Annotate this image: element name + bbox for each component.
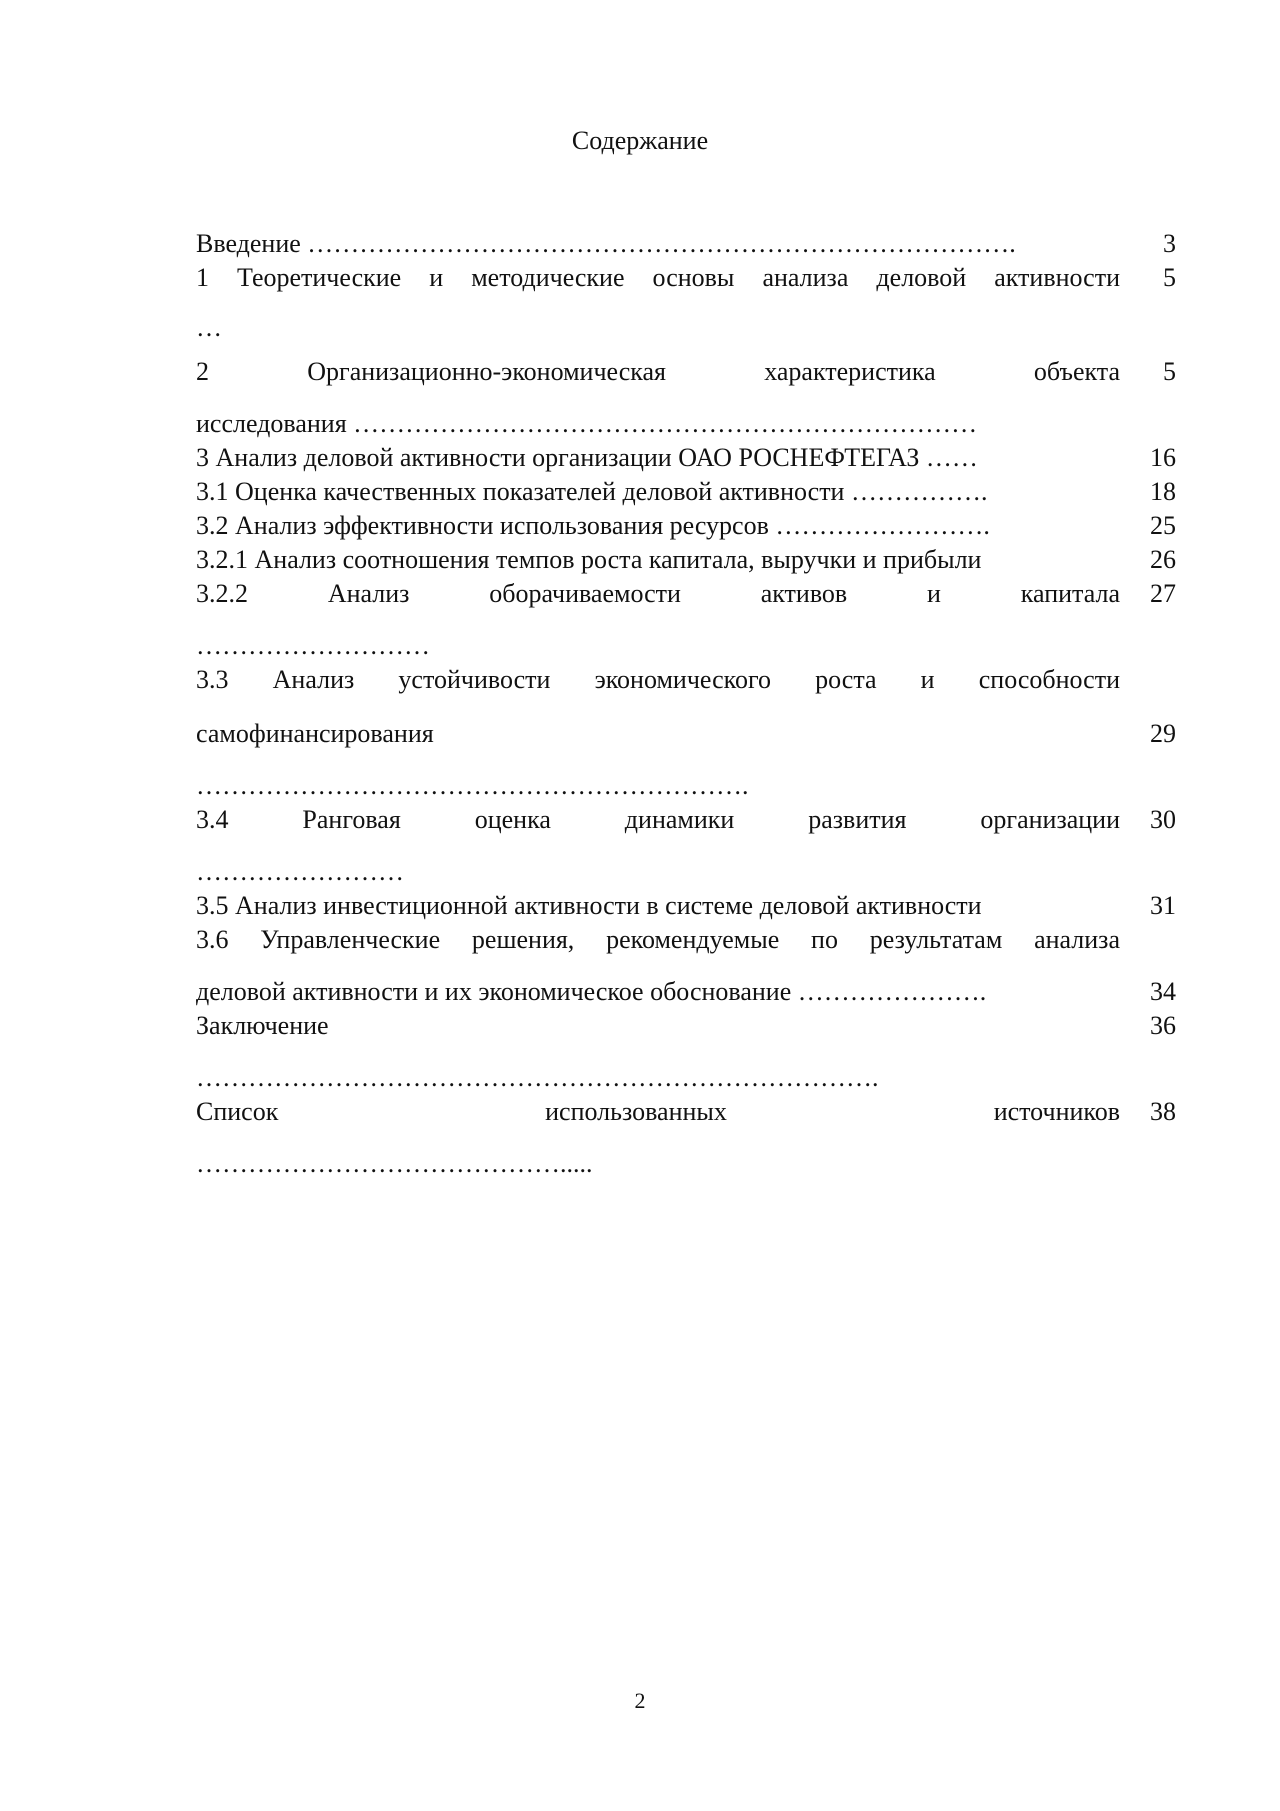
toc-entry-section-3-5-text: 3.5 Анализ инвестиционной активности в системе деловой активности bbox=[196, 891, 982, 920]
toc-entry-section-3-1-page: 18 bbox=[1150, 477, 1176, 506]
toc-entry-section-3-3[interactable] bbox=[196, 663, 1176, 803]
toc-entry-section-3-6[interactable] bbox=[196, 923, 1176, 1009]
toc-entry-sources[interactable] bbox=[196, 1095, 1176, 1181]
toc-entry-sources-text: Список использованных источников bbox=[196, 1097, 1120, 1126]
toc-entry-section-3-page: 16 bbox=[1150, 443, 1176, 472]
toc-entry-section-3-6-continuation: деловой активности и их экономическое обоснование …………………. bbox=[196, 977, 987, 1006]
page-title: Содержание bbox=[571, 126, 709, 155]
toc-entry-section-3-4[interactable] bbox=[196, 803, 1176, 889]
toc-entry-section-3-3-text: 3.3 Анализ устойчивости экономического роста и способности bbox=[196, 665, 1120, 694]
page-number: 2 bbox=[634, 1688, 646, 1713]
toc-entry-sources-page: 38 bbox=[1150, 1097, 1176, 1126]
toc-entry-section-3-2-2-dots: ……………………… bbox=[196, 631, 430, 660]
toc-entry-section-3-2[interactable] bbox=[196, 509, 1176, 543]
toc-entry-introduction-text: Введение ………………………………………………………………………. bbox=[196, 229, 1016, 258]
toc-entry-section-3-4-text: 3.4 Ранговая оценка динамики развития организации bbox=[196, 805, 1120, 834]
toc-entry-section-3-2-1-text: 3.2.1 Анализ соотношения темпов роста капитала, выручки и прибыли bbox=[196, 545, 982, 574]
toc-entry-section-3-3-page: 29 bbox=[1150, 719, 1176, 748]
toc-entry-sources-dots: ……………………………………..... bbox=[196, 1149, 593, 1178]
toc-entry-section-1[interactable] bbox=[196, 261, 1176, 345]
toc-entry-conclusion-text: Заключение bbox=[196, 1011, 329, 1040]
toc-entry-introduction[interactable] bbox=[196, 227, 1176, 261]
toc-entry-section-1-page: 5 bbox=[1163, 263, 1176, 292]
toc-entry-section-3-2-1[interactable] bbox=[196, 543, 1176, 577]
toc-entry-section-3-1-text: 3.1 Оценка качественных показателей деловой активности ……………. bbox=[196, 477, 988, 506]
toc-entry-section-3-6-page: 34 bbox=[1150, 977, 1176, 1006]
toc-entry-section-3-2-1-page: 26 bbox=[1150, 545, 1176, 574]
toc-entry-section-3-2-2-text: 3.2.2 Анализ оборачиваемости активов и капитала bbox=[196, 579, 1120, 608]
toc-entry-section-3-6-text: 3.6 Управленческие решения, рекомендуемые по результатам анализа bbox=[196, 925, 1120, 954]
toc-entry-section-2-continuation: исследования ……………………………………………………………… bbox=[196, 409, 978, 438]
toc-entry-section-2-page: 5 bbox=[1163, 357, 1176, 386]
toc-entry-section-2[interactable] bbox=[196, 355, 1176, 441]
toc-entry-section-3-4-dots: …………………… bbox=[196, 857, 404, 886]
toc-entry-section-3-2-2[interactable] bbox=[196, 577, 1176, 663]
toc-entry-section-3-5-page: 31 bbox=[1150, 891, 1176, 920]
toc-entry-introduction-page: 3 bbox=[1163, 229, 1176, 258]
toc-entry-conclusion[interactable] bbox=[196, 1009, 1176, 1095]
toc-entry-section-3-text: 3 Анализ деловой активности организации ОАО РОСНЕФТЕГАЗ …… bbox=[196, 443, 978, 472]
toc-entry-section-3-4-page: 30 bbox=[1150, 805, 1176, 834]
toc-entry-section-3-3-continuation: самофинансирования bbox=[196, 719, 434, 748]
toc-entry-section-3-3-dots: ………………………………………………………. bbox=[196, 771, 749, 800]
toc-entry-section-3-1[interactable] bbox=[196, 475, 1176, 509]
toc-entry-conclusion-page: 36 bbox=[1150, 1011, 1176, 1040]
toc-entry-section-3-2-2-page: 27 bbox=[1150, 579, 1176, 608]
toc-entry-conclusion-dots: ……………………………………………………………………. bbox=[196, 1063, 879, 1092]
toc-entry-section-3-2-text: 3.2 Анализ эффективности использования ресурсов ……………………. bbox=[196, 511, 990, 540]
table-of-contents bbox=[196, 227, 1176, 1181]
toc-entry-section-1-dots: … bbox=[196, 313, 222, 342]
toc-entry-section-3-2-page: 25 bbox=[1150, 511, 1176, 540]
toc-entry-section-1-text: 1 Теоретические и методические основы анализа деловой активности bbox=[196, 263, 1120, 292]
toc-entry-section-2-text: 2 Организационно-экономическая характеристика объекта bbox=[196, 357, 1120, 386]
toc-entry-section-3[interactable] bbox=[196, 441, 1176, 475]
toc-entry-section-3-5[interactable] bbox=[196, 889, 1176, 923]
